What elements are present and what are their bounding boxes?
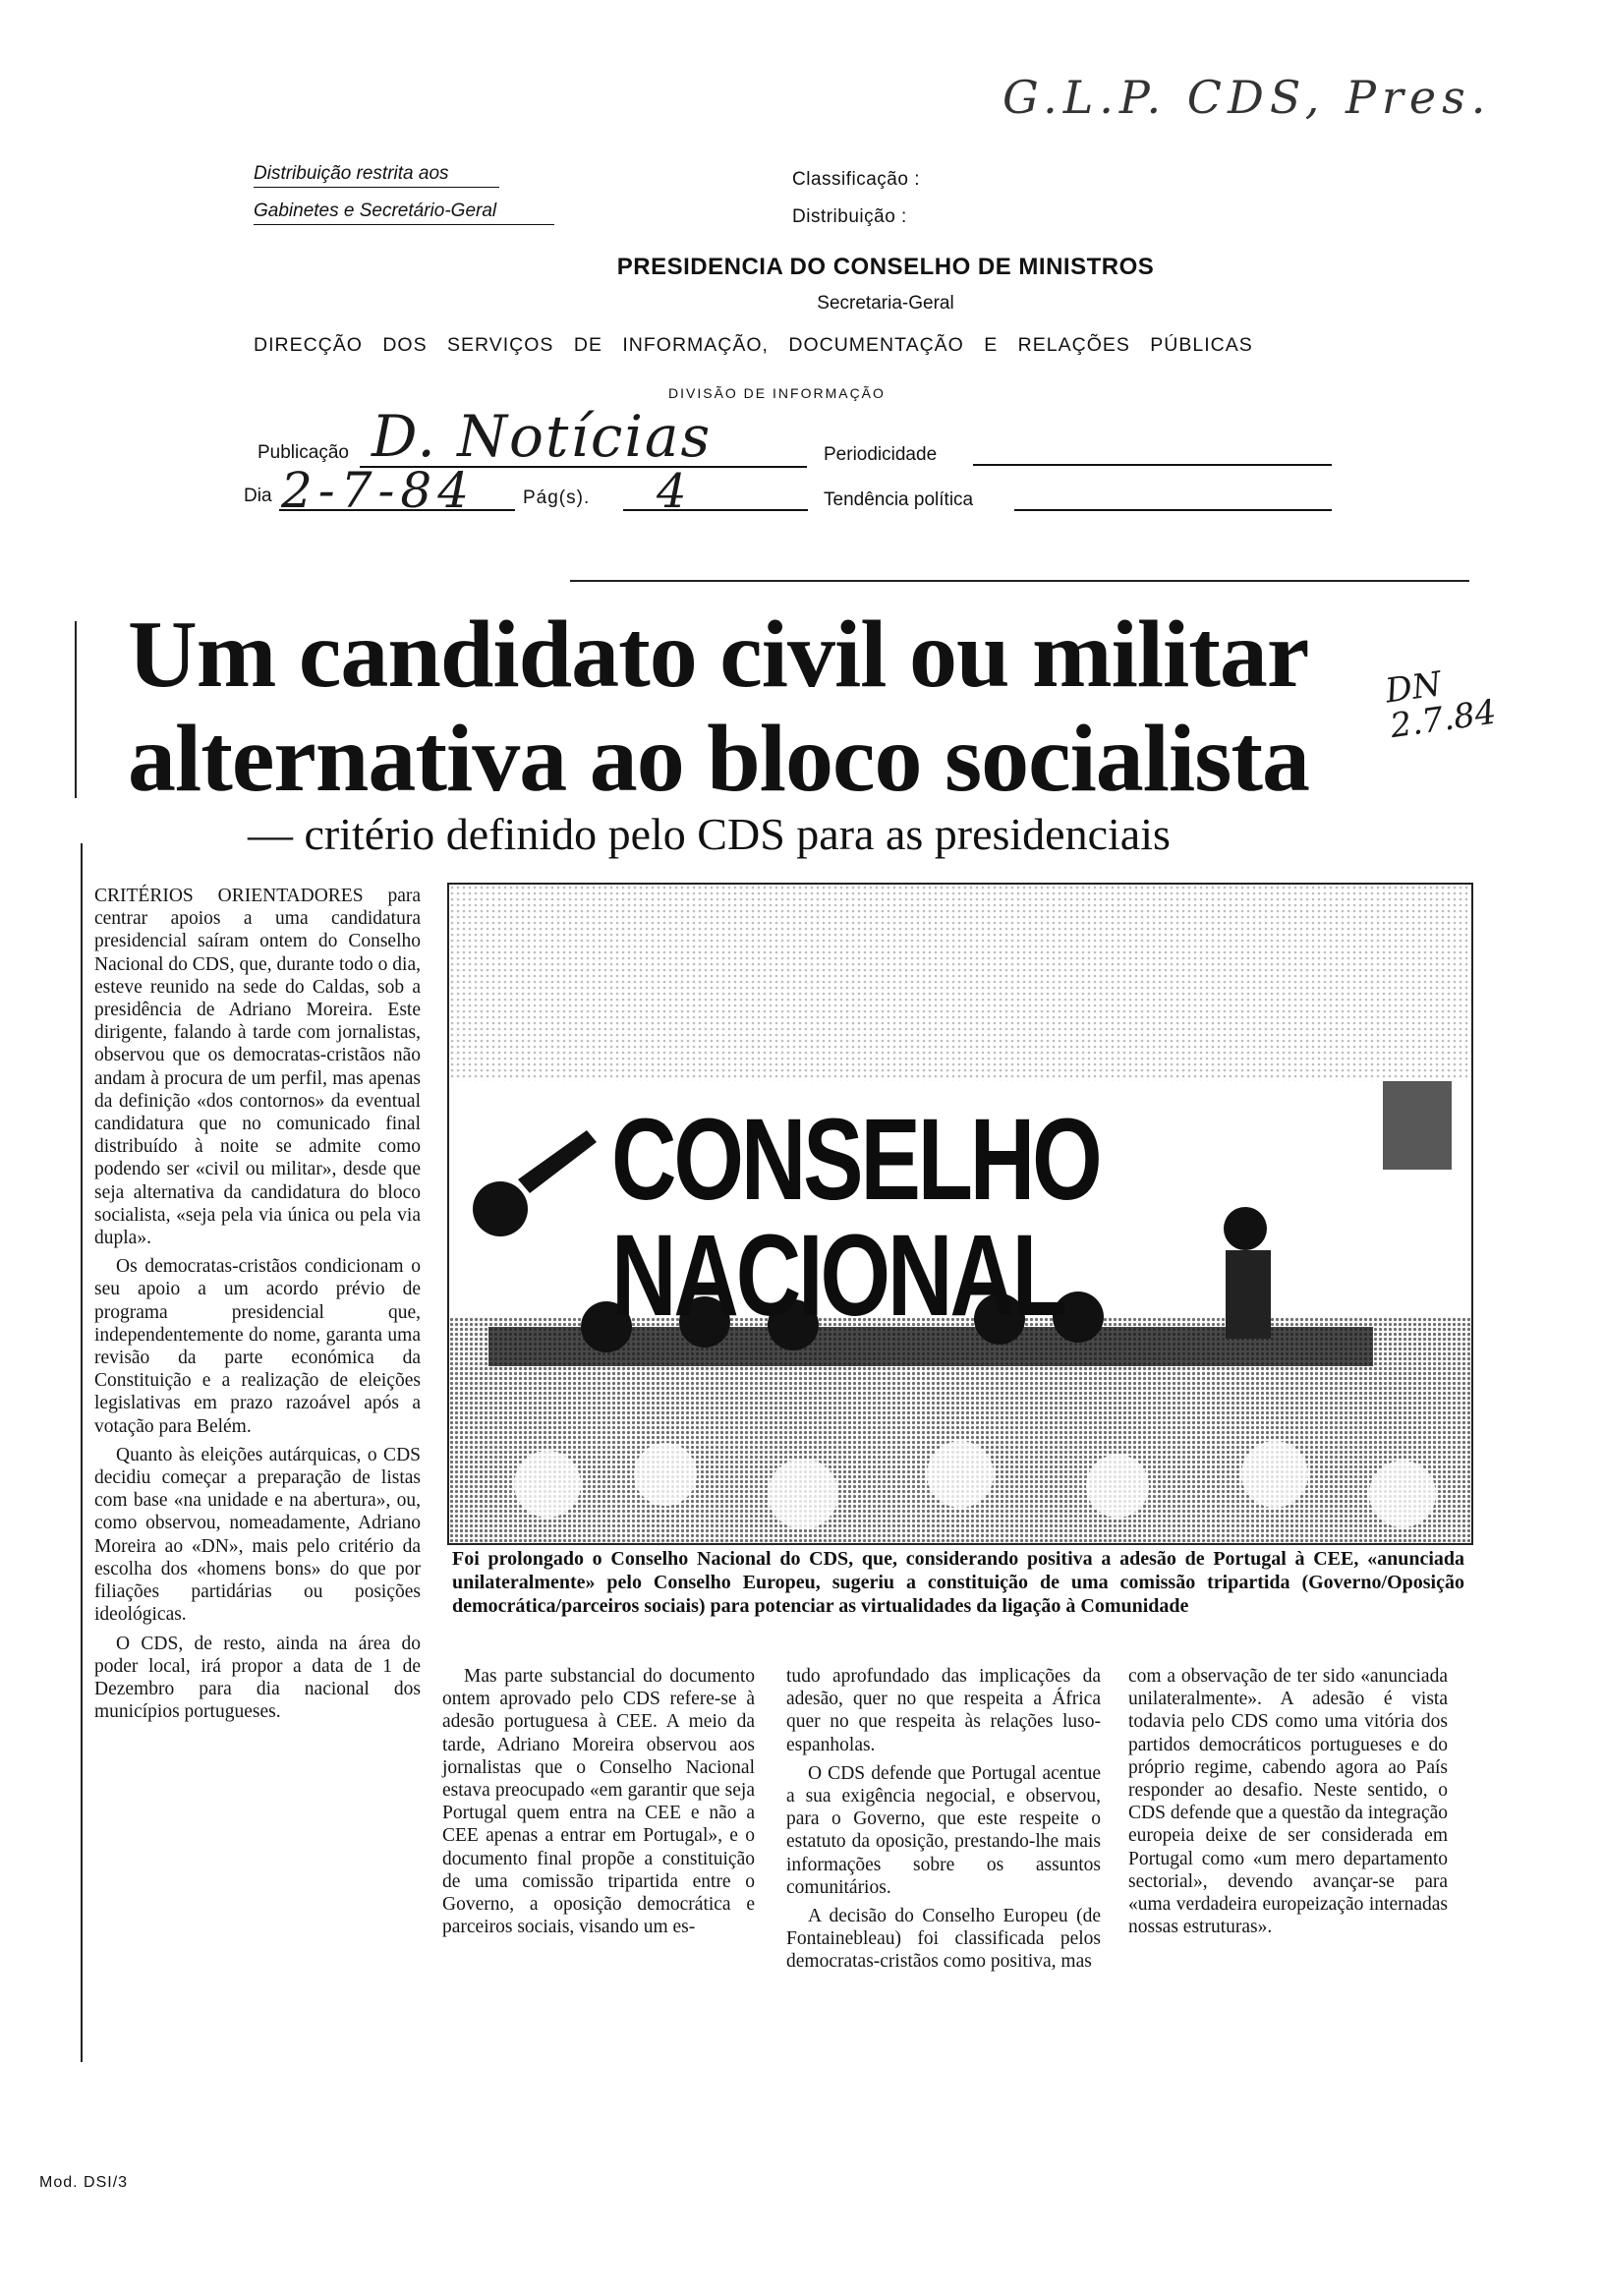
dia-underline [279, 509, 515, 511]
dia-value: 2-7-84 [281, 462, 476, 519]
col1-paragraph-4: O CDS, de resto, ainda na área do poder local, irá propor a data de 1 de Dezembro para dia nacional dos municípios portugueses. [94, 1633, 421, 1723]
periodicidade-underline [973, 464, 1332, 466]
headline-line-2: alternativa ao bloco socialista [128, 706, 1310, 812]
headline-line-1: Um candidato civil ou militar [128, 602, 1309, 708]
article-column-3 [786, 1665, 1101, 1980]
divisao-informacao: DIVISÃO DE INFORMAÇÃO [668, 385, 886, 401]
restriction-line-1: Distribuição restrita aos [254, 163, 499, 188]
col1-paragraph-2: Os democratas-cristãos condicionam o seu apoio a um acordo prévio de programa presidencial que, independentemente do nome, garanta uma revisão da parte económica da Constituição e a realização de eleições legislativas em prazo razoável após a votação para Belém. [94, 1256, 421, 1437]
margin-handwritten-date: DN 2.7.84 [1383, 664, 1499, 747]
distribution-label: Distribuição : [792, 206, 907, 227]
conference-photo [447, 883, 1473, 1545]
clipping-top-rule [570, 580, 1469, 582]
col1-paragraph-1: CRITÉRIOS ORIENTADORES para centrar apoios a uma candidatura presidencial saíram ontem do Conselho Nacional do CDS, que, durante todo o dia, esteve reunido na sede do Caldas, sob a presidência de Adriano Moreira. Este dirigente, falando à tarde com jornalistas, observou que os democratas-cristãos não andam à procura de um perfil, mas apenas da definição «dos contornos» da eventual candidatura que no comunicado final distribuído à noite se admite como podendo ser «civil ou militar», desde que seja alternativa da candidatura do bloco socialista, «seja pela via única ou pela via dupla». [94, 886, 421, 1249]
banner-nacional: NACIONAL [611, 1211, 1064, 1341]
photo-caption: Foi prolongado o Conselho Nacional do CDS, que, considerando positiva a adesão de Portugal à CEE, «anunciada unilateralmente» pelo Conselho Europeu, sugeriu a constituição de uma comissão tripartida (Governo/Oposição democrática/parceiros sociais) para potenciar as virtualidades da ligação à Comunidade [452, 1548, 1464, 1617]
dia-label: Dia [244, 486, 272, 506]
handwritten-annotation: G.L.P. CDS, Pres. [1002, 71, 1492, 124]
banner-conselho: CONSELHO [611, 1095, 1100, 1225]
presidency-title: PRESIDENCIA DO CONSELHO DE MINISTROS [616, 254, 1155, 280]
article-column-1 [94, 885, 421, 1729]
restriction-line-2: Gabinetes e Secretário-Geral [254, 201, 554, 225]
pag-underline [623, 509, 808, 511]
pag-label: Pág(s). [523, 488, 591, 508]
tendencia-underline [1014, 509, 1332, 511]
col2-paragraph-1: Mas parte substancial do documento ontem aprovado pelo CDS refere-se à adesão portuguesa à CEE. A meio da tarde, Adriano Moreira observou aos jornalistas que o Conselho Nacional estava preocupado «em garantir que seja Portugal quem entra na CEE e não a CEE apenas a entrar em Portugal», e o documento final propõe a constituição de uma comissão tripartida entre o Governo, a oposição democrática e parceiros sociais, visando um es- [442, 1666, 755, 1938]
article-column-2 [442, 1665, 755, 1944]
periodicidade-label: Periodicidade [824, 444, 938, 465]
article-column-4 [1128, 1665, 1448, 1944]
subheadline: — critério definido pelo CDS para as presidenciais [248, 809, 1171, 859]
column-left-rule [81, 843, 83, 2062]
publicacao-label: Publicação [258, 442, 349, 463]
pag-value: 4 [657, 464, 687, 519]
col4-paragraph-1: com a observação de ter sido «anunciada unilateralmente». A adesão é vista todavia pelo CDS como uma vitória dos partidos democráticos portugueses e do próprio regime, cabendo agora ao País responder ao desafio. Neste sentido, o CDS defende que a questão da integração europeia deixe de ser considerada em Portugal como «um mero departamento sectorial», devendo avançar-se para «uma verdadeira europeização internadas nossas estruturas». [1128, 1666, 1448, 1938]
clipping-left-rule [75, 621, 77, 798]
publicacao-value: D. Notícias [372, 403, 713, 470]
secretaria-geral: Secretaria-Geral [817, 293, 954, 314]
col3-paragraph-3: A decisão do Conselho Europeu (de Fontainebleau) foi classificada pelos democratas-cristãos como positiva, mas [786, 1906, 1101, 1973]
tendencia-label: Tendência política [824, 489, 974, 510]
direccao-servicos: DIRECÇÃO DOS SERVIÇOS DE INFORMAÇÃO, DOCUMENTAÇÃO E RELAÇÕES PÚBLICAS [254, 334, 1253, 356]
col1-paragraph-3: Quanto às eleições autárquicas, o CDS decidiu começar a preparação de listas com base «na unidade e na abertura», ou, como observou, nomeadamente, Adriano Moreira ao «DN», mais pelo critério da escolha dos «homens bons» do que por filiações partidárias ou posições ideológicas. [94, 1444, 421, 1626]
col3-paragraph-1: tudo aprofundado das implicações da adesão, quer no que respeita a África quer no que respeita às relações luso-espanholas. [786, 1666, 1101, 1755]
classification-label: Classificação : [792, 169, 920, 190]
col3-paragraph-2: O CDS defende que Portugal acentue a sua exigência negocial, e observou, para o Governo, que este respeite o estatuto da oposição, prestando-lhe mais informações sobre os assuntos comunitários. [786, 1762, 1101, 1898]
form-code: Mod. DSI/3 [39, 2174, 129, 2191]
